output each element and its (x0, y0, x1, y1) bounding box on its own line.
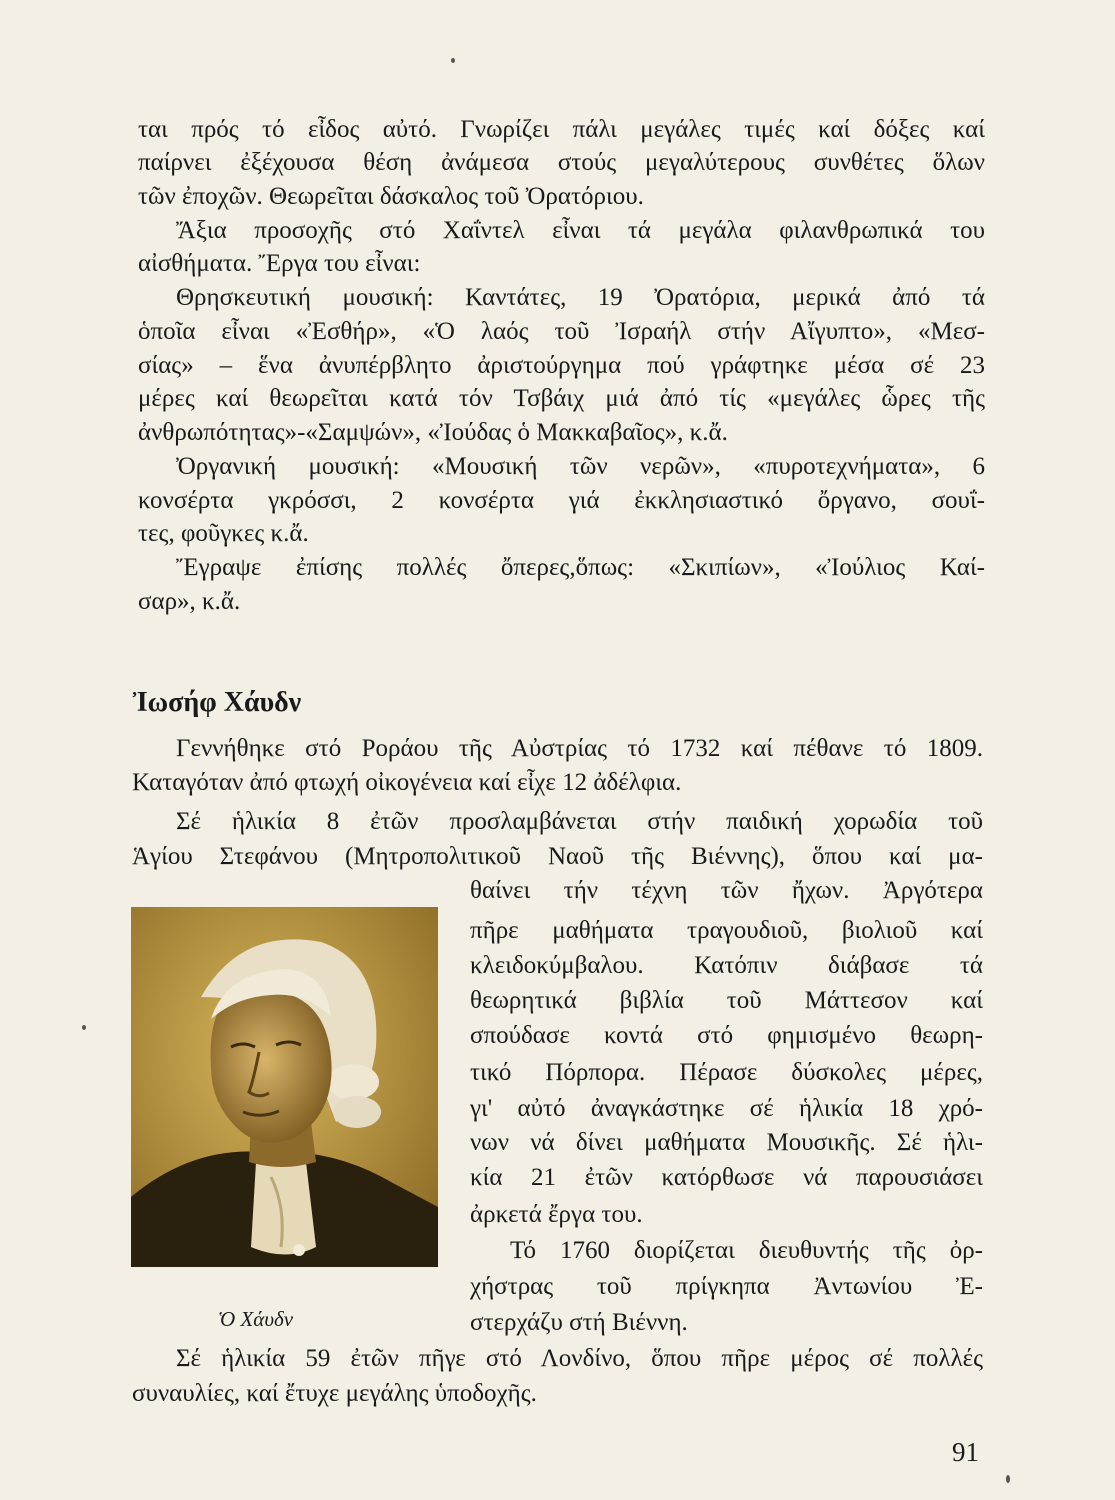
text-line: σαρ», κ.ἄ. (138, 588, 241, 615)
text-line: ἀνθρωπότητας»-«Σαμψών», «Ἰούδας ὁ Μακκαβαῖος», κ.ἄ. (138, 419, 728, 446)
text-line: Καταγόταν ἀπό φτωχή οἰκογένεια καί εἶχε 12 ἀδέλφια. (132, 769, 682, 796)
scan-speck (82, 1025, 86, 1030)
text-line: νων νά δίνει μαθήματα Μουσικῆς. Σέ ἡλι- (470, 1129, 983, 1156)
text-line: πῆρε μαθήματα τραγουδιοῦ, βιολιοῦ καί (470, 917, 983, 944)
text-line: γι' αὐτό ἀναγκάστηκε σέ ἡλικία 18 χρό- (470, 1095, 983, 1122)
text-line: Ἁγίου Στεφάνου (Μητροπολιτικοῦ Ναοῦ τῆς Βιέννης), ὅπου καί μα- (132, 843, 983, 870)
text-line: Σέ ἡλικία 59 ἐτῶν πῆγε στό Λονδίνο, ὅπου πῆρε μέρος σέ πολλές (176, 1345, 983, 1372)
text-line: κονσέρτα γκρόσσι, 2 κονσέρτα γιά ἐκκλησιαστικό ὄργανο, σουΐ- (138, 487, 985, 514)
text-line: θαίνει τήν τέχνη τῶν ἤχων. Ἀργότερα (470, 877, 983, 904)
text-line: σπούδασε κοντά στό φημισμένο θεωρη- (470, 1022, 983, 1049)
text-line: χήστρας τοῦ πρίγκηπα Ἀντωνίου Ἐ- (470, 1273, 983, 1300)
text-line: σίας» – ἕνα ἀνυπέρβλητο ἀριστούργημα πού γράφτηκε μέσα σέ 23 (138, 352, 985, 379)
text-line: Ἔγραψε ἐπίσης πολλές ὄπερες,ὅπως: «Σκιπίων», «Ἰούλιος Καί- (176, 554, 985, 581)
text-line: τῶν ἐποχῶν. Θεωρεῖται δάσκαλος τοῦ Ὀρατόριου. (138, 183, 644, 210)
scan-speck (1006, 1475, 1010, 1483)
portrait-caption: Ὁ Χάυδν (218, 1307, 294, 1331)
scan-speck (451, 58, 455, 63)
portrait-image (131, 907, 438, 1267)
text-line: συναυλίες, καί ἔτυχε μεγάλης ὑποδοχῆς. (132, 1380, 537, 1407)
text-line: αἰσθήματα. Ἔργα του εἶναι: (138, 250, 421, 277)
text-line: τες, φοῦγκες κ.ἄ. (138, 520, 309, 547)
section-heading: Ἰωσήφ Χάυδν (133, 687, 302, 718)
text-line: ἀρκετά ἔργα του. (470, 1201, 643, 1228)
text-line: παίρνει ἐξέχουσα θέση ἀνάμεσα στούς μεγαλύτερους συνθέτες ὅλων (138, 149, 985, 176)
haydn-portrait (131, 907, 438, 1267)
text-line: μέρες καί θεωρεῖται κατά τόν Τσβάιχ μιά ἀπό τίς «μεγάλες ὧρες τῆς (138, 385, 985, 412)
text-line: Θρησκευτική μουσική: Καντάτες, 19 Ὀρατόρια, μερικά ἀπό τά (176, 284, 985, 311)
text-line: Ἄξια προσοχῆς στό Χαΐντελ εἶναι τά μεγάλα φιλανθρωπικά του (176, 217, 985, 244)
text-line: Ὀργανική μουσική: «Μουσική τῶν νερῶν», «πυροτεχνήματα», 6 (176, 453, 985, 480)
page-number: 91 (952, 1437, 979, 1467)
text-line: στερχάζυ στή Βιέννη. (470, 1309, 688, 1336)
text-line: Γεννήθηκε στό Ροράου τῆς Αὐστρίας τό 1732 καί πέθανε τό 1809. (176, 735, 983, 762)
text-line: κλειδοκύμβαλου. Κατόπιν διάβασε τά (470, 952, 983, 979)
text-line: θεωρητικά βιβλία τοῦ Μάττεσον καί (470, 987, 983, 1014)
text-line: ται πρός τό εἶδος αὐτό. Γνωρίζει πάλι μεγάλες τιμές καί δόξες καί (138, 116, 985, 143)
text-line: Σέ ἡλικία 8 ἐτῶν προσλαμβάνεται στήν παιδική χορωδία τοῦ (176, 808, 983, 835)
text-line: ὁποῖα εἶναι «Ἐσθήρ», «Ὁ λαός τοῦ Ἰσραήλ στήν Αἴγυπτο», «Μεσ- (138, 318, 985, 345)
text-line: Τό 1760 διορίζεται διευθυντής τῆς ὀρ- (510, 1237, 983, 1264)
text-line: τικό Πόρπορα. Πέρασε δύσκολες μέρες, (470, 1059, 983, 1086)
text-line: κία 21 ἐτῶν κατόρθωσε νά παρουσιάσει (470, 1164, 983, 1191)
